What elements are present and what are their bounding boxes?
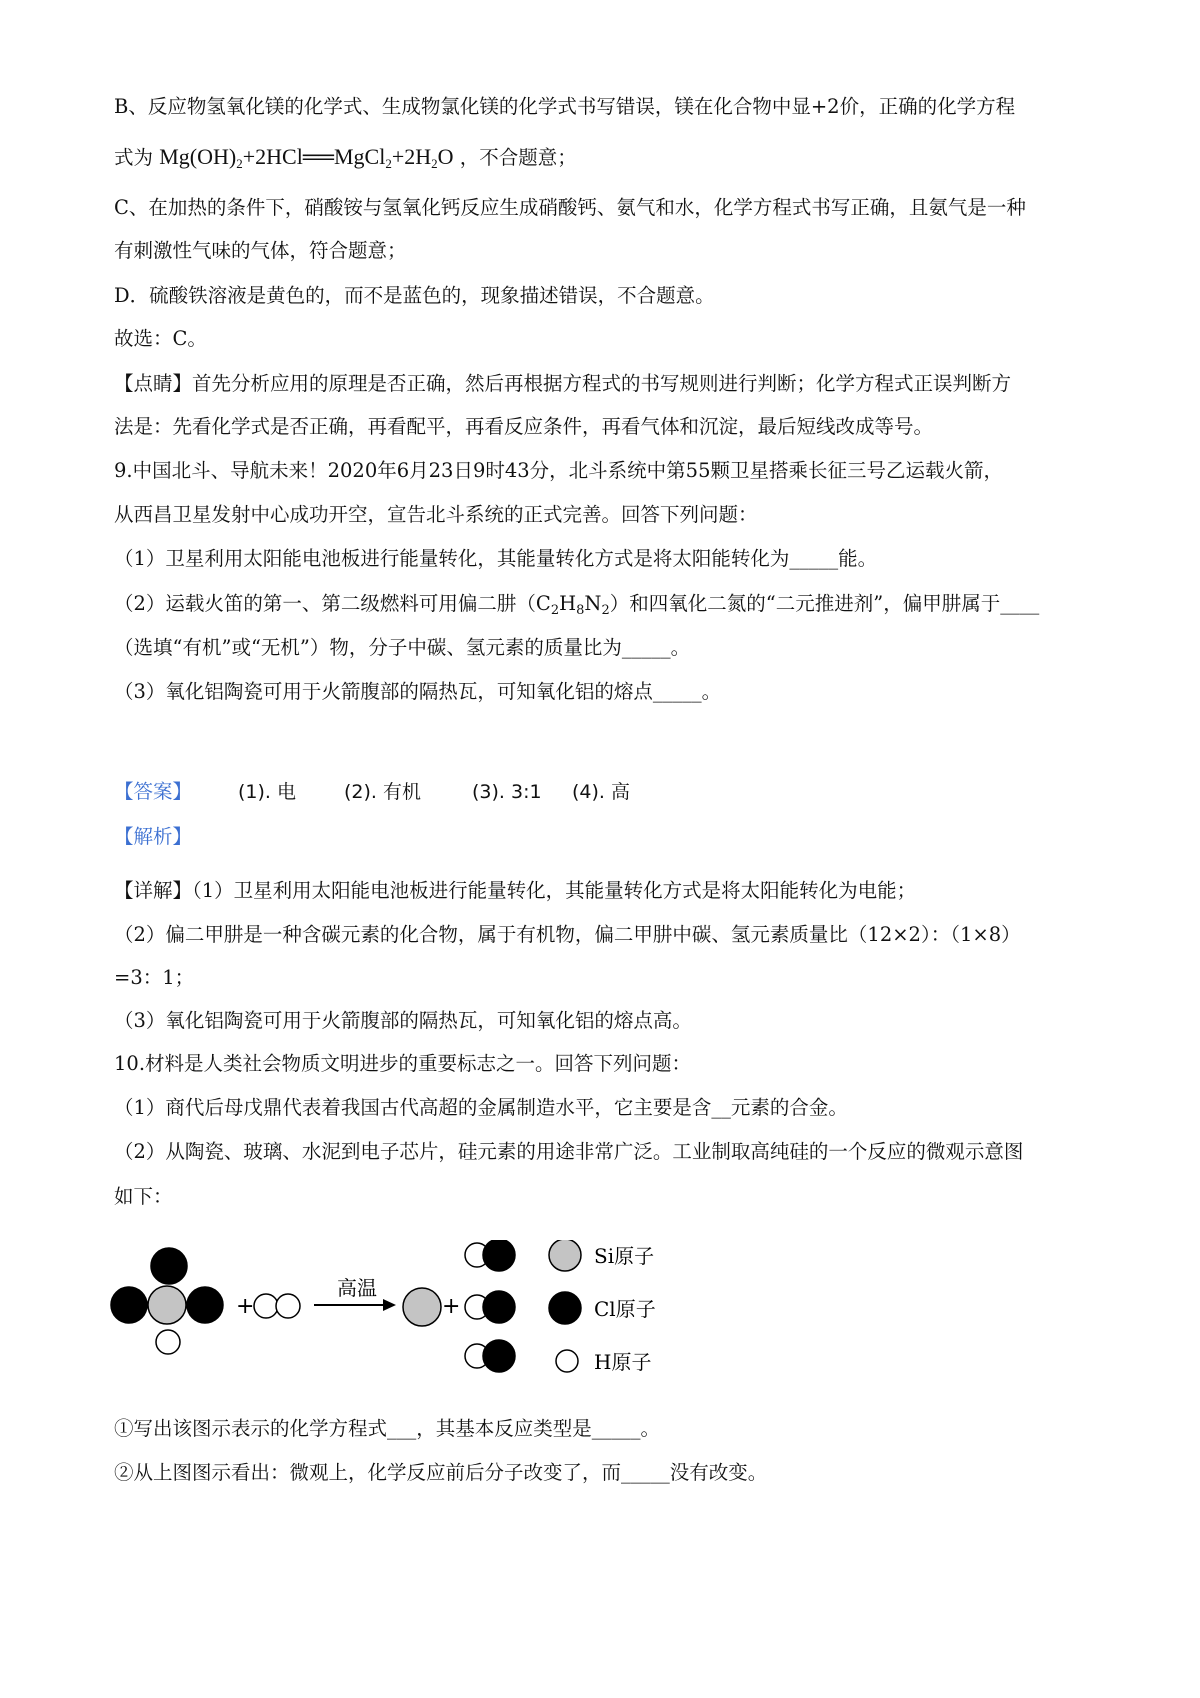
text-line: （1）商代后母戊鼎代表着我国古代高超的金属制造水平，它主要是含__元素的合金。 <box>114 1096 848 1119</box>
text-line: C、在加热的条件下，硝酸铵与氢氧化钙反应生成硝酸钙、氨气和水，化学方程式书写正确，且氨气是一种 <box>114 196 1026 219</box>
text-line: （3）氧化铝陶瓷可用于火箭腹部的隔热瓦，可知氧化铝的熔点_____。 <box>114 680 722 703</box>
reaction-condition: 高温 <box>337 1276 377 1300</box>
text-line: 故选：C。 <box>114 327 207 350</box>
text-line: ①写出该图示表示的化学方程式___，其基本反应类型是_____。 <box>114 1417 661 1440</box>
legend-h-swatch <box>556 1350 578 1372</box>
legend-cl-swatch <box>549 1292 581 1324</box>
chemical-equation: $Mg(OH)_2+2HCl══MgCl_2+2H_2O$ <box>159 144 454 171</box>
text-line: （2）偏二甲肼是一种含碳元素的化合物，属于有机物，偏二甲肼中碳、氢元素质量比（12×2）：（1×8） <box>114 923 1021 946</box>
h2-molecule <box>254 1294 300 1318</box>
cl-atom <box>187 1287 223 1323</box>
cl-atom <box>483 1240 515 1271</box>
text: 式为 <box>114 146 154 169</box>
h-atom <box>254 1294 278 1318</box>
text-line: （2）运载火笛的第一、第二级燃料可用偏二肼$(C_2H_8N_2)$和四氧化二氮的“二元推进剂”，偏甲肼属于____ <box>114 592 1040 618</box>
answer-4: (4). 高 <box>572 781 630 803</box>
answer-2: (2). 有机 <box>344 781 421 803</box>
question-9: 9.中国北斗、导航未来！2020年6月23日9时43分，北斗系统中第55颗卫星搭乘长征三号乙运载火箭， <box>114 459 1003 482</box>
cl-atom <box>151 1248 187 1284</box>
hcl-molecules <box>465 1240 515 1372</box>
equation-line <box>114 142 1104 173</box>
text-line: ②从上图图示看出：微观上，化学反应前后分子改变了，而_____没有改变。 <box>114 1461 768 1484</box>
sihcl3-molecule <box>111 1248 223 1354</box>
text-line: 有刺激性气味的气体，符合题意； <box>114 239 407 262</box>
h-atom <box>276 1294 300 1318</box>
si-atom <box>148 1286 186 1324</box>
text-line: 法是：先看化学式是否正确，再看配平，再看反应条件，再看气体和沉淀，最后短线改成等号。 <box>114 415 934 438</box>
text-line: 从西昌卫星发射中心成功开空，宣告北斗系统的正式完善。回答下列问题： <box>114 503 758 526</box>
text-line: =3：1； <box>114 966 195 989</box>
comment-line: 【点睛】首先分析应用的原理是否正确，然后再根据方程式的书写规则进行判断；化学方程式正误判断方 <box>114 372 1012 395</box>
text-line: D．硫酸铁溶液是黄色的，而不是蓝色的，现象描述错误，不合题意。 <box>114 284 715 307</box>
cl-atom <box>483 1291 515 1323</box>
h-atom <box>156 1330 180 1354</box>
text-line: B、反应物氢氧化镁的化学式、生成物氯化镁的化学式书写错误，镁在化合物中显+2价，正确的化学方程 <box>114 95 1016 118</box>
answer-tag: 【答案】 <box>114 780 193 803</box>
reaction-micro-diagram <box>108 1240 768 1398</box>
reaction-arrow <box>314 1299 396 1311</box>
text-line: 如下： <box>114 1185 173 1208</box>
legend-si-label: Si原子 <box>594 1244 655 1268</box>
detail-line: 【详解】（1）卫星利用太阳能电池板进行能量转化，其能量转化方式是将太阳能转化为电能； <box>114 879 917 902</box>
answer-1: (1). 电 <box>238 781 296 803</box>
legend-cl-label: Cl原子 <box>594 1297 656 1321</box>
text-line: （1）卫星利用太阳能电池板进行能量转化，其能量转化方式是将太阳能转化为_____能。 <box>114 547 878 570</box>
question-10: 10.材料是人类社会物质文明进步的重要标志之一。回答下列问题： <box>114 1052 692 1075</box>
answer-3: (3). 3:1 <box>472 781 542 803</box>
plus-sign: + <box>442 1294 461 1319</box>
cl-atom <box>111 1287 147 1323</box>
si-atom <box>403 1288 441 1326</box>
legend <box>549 1240 656 1374</box>
comment-tag: 【点睛】 <box>114 372 193 395</box>
detail-tag: 【详解】 <box>114 879 193 902</box>
legend-si-swatch <box>549 1240 581 1271</box>
text-line: （2）从陶瓷、玻璃、水泥到电子芯片，硅元素的用途非常广泛。工业制取高纯硅的一个反应的微观示意图 <box>114 1140 1024 1163</box>
analysis-tag: 【解析】 <box>114 825 193 848</box>
legend-h-label: H原子 <box>594 1350 652 1374</box>
text-line: （3）氧化铝陶瓷可用于火箭腹部的隔热瓦，可知氧化铝的熔点高。 <box>114 1009 692 1032</box>
text-line: （选填“有机”或“无机”）物，分子中碳、氢元素的质量比为_____。 <box>114 636 691 659</box>
text: ，不合题意； <box>459 146 577 169</box>
cl-atom <box>483 1340 515 1372</box>
plus-sign: + <box>236 1294 255 1319</box>
